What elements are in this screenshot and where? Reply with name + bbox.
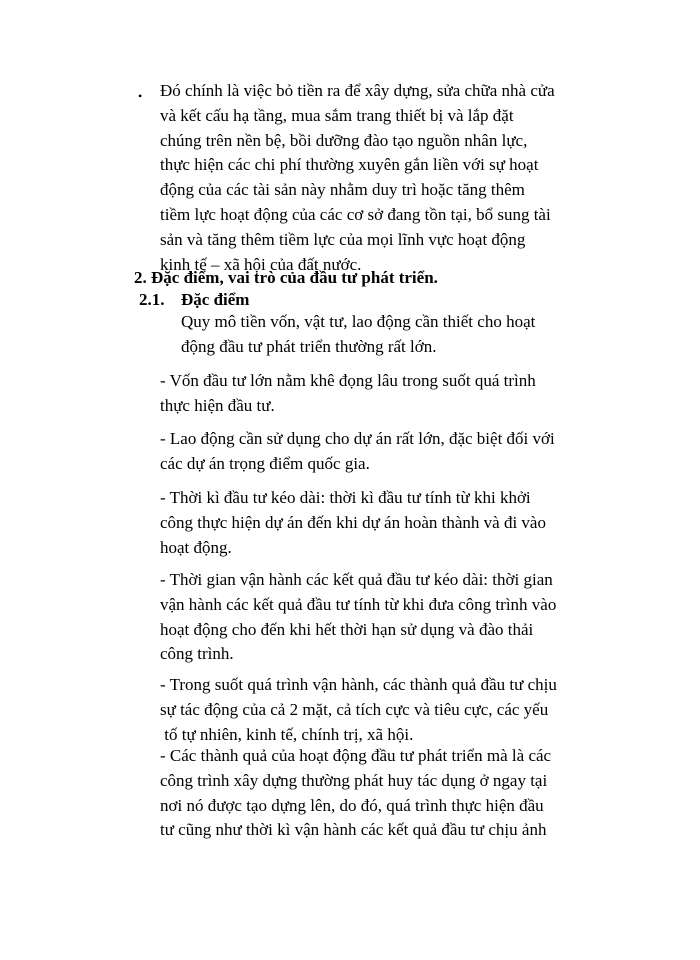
paragraph bbox=[160, 568, 600, 667]
text-line: - Thời gian vận hành các kết quả đầu tư kéo dài: thời gian bbox=[160, 570, 553, 589]
text-line: Quy mô tiền vốn, vật tư, lao động cần thiết cho hoạt bbox=[181, 312, 536, 331]
text-line: các dự án trọng điểm quốc gia. bbox=[160, 453, 370, 473]
text-line: công thực hiện dự án đến khi dự án hoàn thành và đi vào bbox=[160, 512, 546, 532]
paragraph bbox=[181, 310, 601, 360]
section-heading: 2. Đặc điểm, vai trò của đầu tư phát triển. bbox=[134, 268, 438, 287]
text-line: nơi nó được tạo dựng lên, do đó, quá trình thực hiện đầu bbox=[160, 795, 544, 815]
text-line: chúng trên nền bệ, bồi dưỡng đào tạo nguồn nhân lực, bbox=[160, 130, 528, 150]
paragraph bbox=[160, 486, 600, 560]
text-line: Đó chính là việc bỏ tiền ra để xây dựng, sửa chữa nhà cửa bbox=[160, 81, 555, 100]
text-line: sự tác động của cả 2 mặt, cả tích cực và tiêu cực, các yếu bbox=[160, 699, 549, 719]
text-line: sản và tăng thêm tiềm lực của mọi lĩnh vực hoạt động bbox=[160, 229, 526, 249]
text-line: tố tự nhiên, kinh tế, chính trị, xã hội. bbox=[160, 724, 414, 744]
paragraph bbox=[160, 673, 600, 747]
text-line: động đầu tư phát triển thường rất lớn. bbox=[181, 336, 437, 356]
subsection-number: 2.1. bbox=[139, 290, 165, 309]
text-line: thực hiện các chi phí thường xuyên gắn liền với sự hoạt bbox=[160, 155, 539, 175]
text-line: kinh tế – xã hội của đất nước. bbox=[160, 254, 362, 274]
subsection-title: Đặc điểm bbox=[181, 290, 250, 309]
text-line: - Lao động cần sử dụng cho dự án rất lớn, đặc biệt đối với bbox=[160, 429, 555, 448]
paragraph bbox=[160, 744, 600, 843]
text-line: - Các thành quả của hoạt động đầu tư phát triển mà là các bbox=[160, 746, 552, 765]
paragraph bbox=[160, 369, 600, 419]
text-line: - Vốn đầu tư lớn nằm khê đọng lâu trong suốt quá trình bbox=[160, 371, 536, 390]
text-line: động của các tài sản này nhằm duy trì hoặc tăng thêm bbox=[160, 180, 525, 200]
text-line: hoạt động cho đến khi hết thời hạn sử dụng và đào thải bbox=[160, 619, 534, 639]
text-line: tiềm lực hoạt động của các cơ sở đang tồn tại, bổ sung tài bbox=[160, 204, 551, 224]
text-line: thực hiện đầu tư. bbox=[160, 395, 275, 415]
paragraph bbox=[160, 427, 600, 477]
text-line: - Thời kì đầu tư kéo dài: thời kì đầu tư tính từ khi khởi bbox=[160, 488, 531, 507]
text-line: - Trong suốt quá trình vận hành, các thành quả đầu tư chịu bbox=[160, 675, 557, 694]
intro-paragraph bbox=[160, 79, 610, 277]
text-line: công trình xây dựng thường phát huy tác dụng ở ngay tại bbox=[160, 770, 548, 790]
text-line: và kết cấu hạ tầng, mua sắm trang thiết bị và lắp đặt bbox=[160, 105, 514, 125]
text-line: hoạt động. bbox=[160, 537, 232, 557]
bullet-icon: • bbox=[138, 89, 143, 103]
text-line: vận hành các kết quả đầu tư tính từ khi đưa công trình vào bbox=[160, 594, 557, 614]
text-line: tư cũng như thời kì vận hành các kết quả đầu tư chịu ảnh bbox=[160, 820, 547, 840]
text-line: công trình. bbox=[160, 644, 234, 664]
subsection-heading bbox=[139, 288, 249, 312]
